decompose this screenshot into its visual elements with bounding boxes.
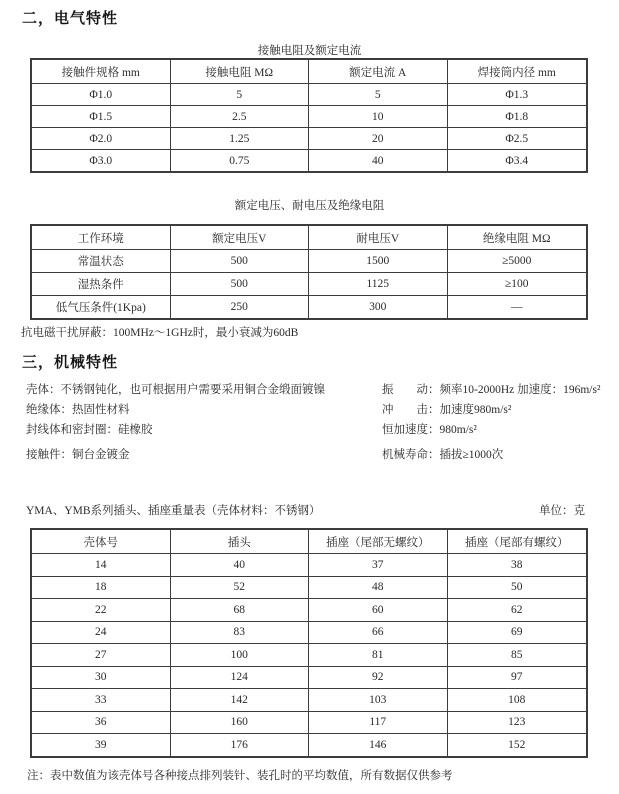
table-cell: 100 [171,644,310,666]
table-cell: 81 [309,644,448,666]
table-cell: ≥5000 [502,255,532,267]
table-row [32,733,586,756]
table-row [32,105,586,127]
table-cell: 152 [508,738,526,751]
table-row [32,666,586,689]
table-cell: 97 [511,671,523,684]
table-cell: 83 [171,622,310,644]
table-header-row [32,60,586,83]
table-cell: 60 [309,599,448,621]
table-row [32,149,586,171]
table-cell: 103 [309,689,448,711]
table-cell: Φ3.4 [505,154,529,167]
mechanical-spec-line: 冲 击：加速度980m/s² [382,404,512,416]
table-header-cell: 绝缘电阻 MΩ [482,232,551,245]
table-cell: 14 [32,554,171,576]
table-cell: 50 [511,581,523,594]
mechanical-spec-line: 绝缘体：热固性材料 [26,404,130,416]
section-heading-mechanical: 三，机械特性 [22,354,119,371]
table-cell: 18 [32,577,171,599]
table-cell: 湿热条件 [32,273,171,295]
table-cell: 30 [32,667,171,689]
table-cell: 500 [171,250,310,272]
table-cell: — [511,301,523,313]
table-header-cell: 耐电压V [309,226,448,249]
table-cell: Φ2.0 [32,128,171,149]
table-cell: 24 [32,622,171,644]
table-header-cell: 插座（尾部有螺纹） [465,536,569,549]
table-cell: 37 [309,554,448,576]
table-cell: 33 [32,689,171,711]
table-header-cell: 壳体号 [32,530,171,553]
table-cell: Φ1.0 [32,84,171,105]
table-row [32,272,586,295]
table-cell: Φ1.8 [505,110,529,123]
table-cell: 48 [309,577,448,599]
table-cell: 1.25 [171,128,310,149]
weight-table [30,528,588,758]
table-cell: 117 [309,712,448,734]
table-cell: 52 [171,577,310,599]
table-cell: 123 [508,716,526,729]
table-cell: Φ1.5 [32,106,171,127]
weight-table-caption: YMA、YMB系列插头、插座重量表（壳体材料：不锈钢） [26,505,321,517]
table-cell: 300 [309,296,448,318]
table-cell: 146 [309,734,448,756]
table-header-cell: 接触件规格 mm [32,60,171,83]
table-cell: 1125 [309,273,448,295]
table-cell: 62 [511,603,523,616]
table-cell: 38 [511,558,523,571]
table-header-row [32,530,586,553]
contact-table-caption: 接触电阻及额定电流 [257,45,362,57]
table-cell: 69 [511,626,523,639]
mechanical-spec-line: 振 动：频率10-2000Hz 加速度：196m/s² [382,384,601,396]
table-header-cell: 额定电压V [171,226,310,249]
table-cell: 常温状态 [32,250,171,272]
table-cell: 176 [171,734,310,756]
voltage-table-caption: 额定电压、耐电压及绝缘电阻 [234,200,385,212]
table-header-cell: 额定电流 A [309,60,448,83]
table-cell: 500 [171,273,310,295]
table-cell: 66 [309,622,448,644]
table-cell: 1500 [309,250,448,272]
table-cell: 160 [171,712,310,734]
table-header-cell: 插头 [171,530,310,553]
table-cell: 10 [309,106,448,127]
table-cell: 124 [171,667,310,689]
table-row [32,553,586,576]
table-cell: 20 [309,128,448,149]
mechanical-spec-line: 恒加速度：980m/s² [382,424,477,436]
table-row [32,598,586,621]
table-cell: 92 [309,667,448,689]
mechanical-spec-line: 壳体：不锈钢钝化，也可根据用户需要采用铜合金缎面镀镍 [26,384,325,396]
table-cell: 85 [511,648,523,661]
table-cell: Φ2.5 [505,132,529,145]
mechanical-specs-left [26,380,325,465]
table-cell: 250 [171,296,310,318]
mechanical-spec-line: 接触件：铜台金镀金 [26,449,130,461]
contact-resistance-table [30,58,588,173]
table-header-cell: 插座（尾部无螺纹） [309,530,448,553]
table-header-cell: 工作环境 [32,226,171,249]
table-row [32,711,586,734]
footnote: 注：表中数值为该壳体号各种接点排列装针、装孔时的平均数值，所有数据仅供参考 [27,770,453,782]
section-heading-electrical: 二，电气特性 [22,10,119,27]
mechanical-spec-line: 机械寿命：插拔≥1000次 [382,449,504,461]
table-cell: 142 [171,689,310,711]
table-cell: 低气压条件(1Kpa) [32,296,171,318]
table-row [32,83,586,105]
mechanical-spec-line: 封线体和密封圈：硅橡胶 [26,424,153,436]
table-cell: 27 [32,644,171,666]
table-row [32,127,586,149]
table-row [32,688,586,711]
table-row [32,295,586,318]
table-header-cell: 接触电阻 MΩ [171,60,310,83]
table-cell: Φ3.0 [32,150,171,171]
table-cell: Φ1.3 [505,88,529,101]
table-cell: 36 [32,712,171,734]
table-cell: 5 [309,84,448,105]
mechanical-specs-right [382,380,600,465]
voltage-insulation-table [30,224,588,320]
table-cell: 108 [508,693,526,706]
table-cell: 39 [32,734,171,756]
table-row [32,643,586,666]
weight-table-unit-label: 单位：克 [539,505,585,517]
table-cell: ≥100 [504,278,529,290]
table-row [32,249,586,272]
emi-shielding-note: 抗电磁干扰屏蔽：100MHz～1GHz时，最小衰减为60dB [21,327,299,339]
table-header-row [32,226,586,249]
table-row [32,621,586,644]
table-cell: 22 [32,599,171,621]
table-header-cell: 焊接筒内径 mm [477,66,556,79]
table-cell: 68 [171,599,310,621]
table-cell: 40 [309,150,448,171]
table-cell: 2.5 [171,106,310,127]
table-cell: 40 [171,554,310,576]
table-cell: 0.75 [171,150,310,171]
table-row [32,576,586,599]
table-cell: 5 [171,84,310,105]
